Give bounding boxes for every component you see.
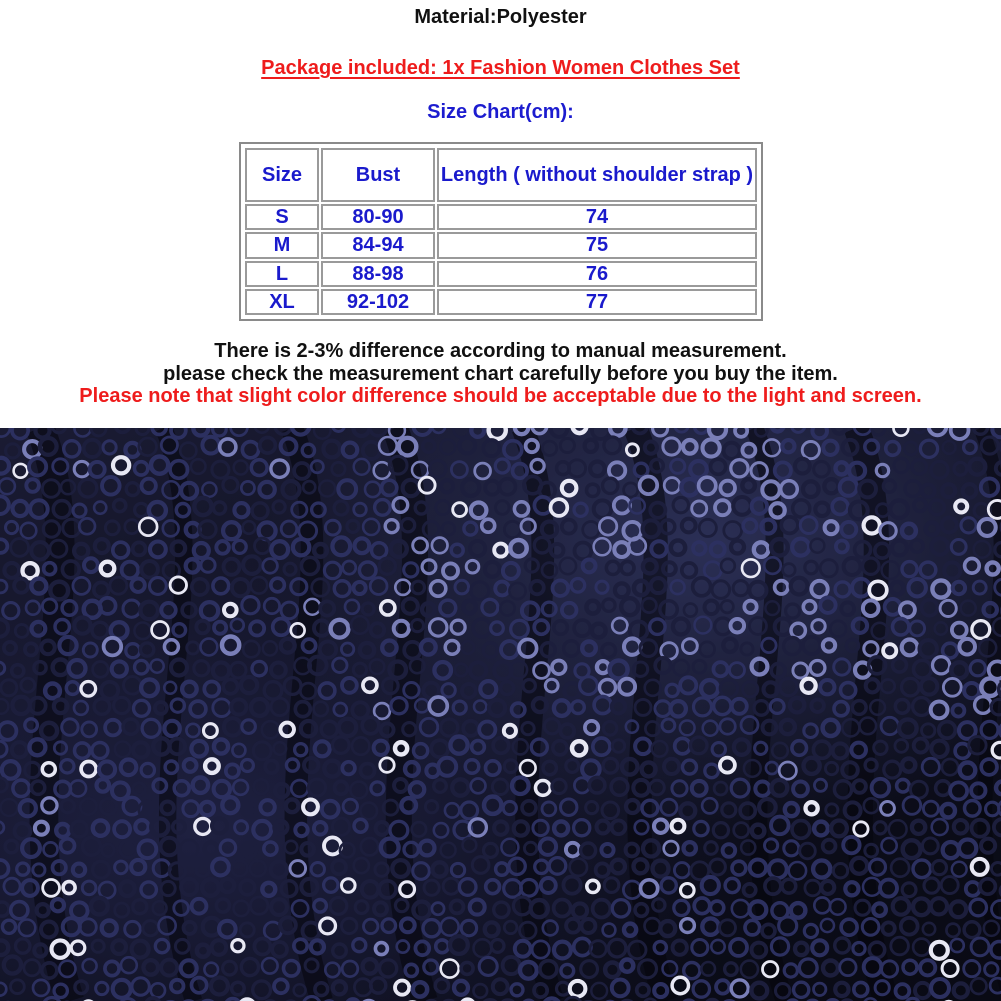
sequin-fabric-photo bbox=[0, 428, 1001, 1001]
package-included-text: Package included: 1x Fashion Women Clothes Set bbox=[261, 57, 740, 79]
header-length: Length ( without shoulder strap ) bbox=[437, 148, 757, 202]
cell-bust: 88-98 bbox=[321, 261, 435, 287]
table-row bbox=[245, 232, 757, 258]
material-text: Material:Polyester bbox=[414, 6, 587, 28]
cell-bust: 80-90 bbox=[321, 204, 435, 230]
measurement-note: There is 2-3% difference according to manual measurement. bbox=[214, 340, 787, 362]
cell-bust: 84-94 bbox=[321, 232, 435, 258]
sequin-texture bbox=[0, 428, 1001, 1001]
cell-size: S bbox=[245, 204, 319, 230]
size-chart-table bbox=[239, 142, 763, 321]
check-chart-note: please check the measurement chart carefully before you buy the item. bbox=[163, 363, 838, 385]
cell-size: M bbox=[245, 232, 319, 258]
cell-length: 74 bbox=[437, 204, 757, 230]
size-chart-title: Size Chart(cm): bbox=[427, 101, 574, 123]
cell-bust: 92-102 bbox=[321, 289, 435, 315]
color-difference-note: Please note that slight color difference should be acceptable due to the light and screen. bbox=[79, 385, 922, 407]
table-row bbox=[245, 261, 757, 287]
header-size: Size bbox=[245, 148, 319, 202]
table-header-row bbox=[245, 148, 757, 202]
cell-size: L bbox=[245, 261, 319, 287]
cell-length: 77 bbox=[437, 289, 757, 315]
header-bust: Bust bbox=[321, 148, 435, 202]
table-row bbox=[245, 204, 757, 230]
cell-size: XL bbox=[245, 289, 319, 315]
cell-length: 76 bbox=[437, 261, 757, 287]
table-row bbox=[245, 289, 757, 315]
cell-length: 75 bbox=[437, 232, 757, 258]
